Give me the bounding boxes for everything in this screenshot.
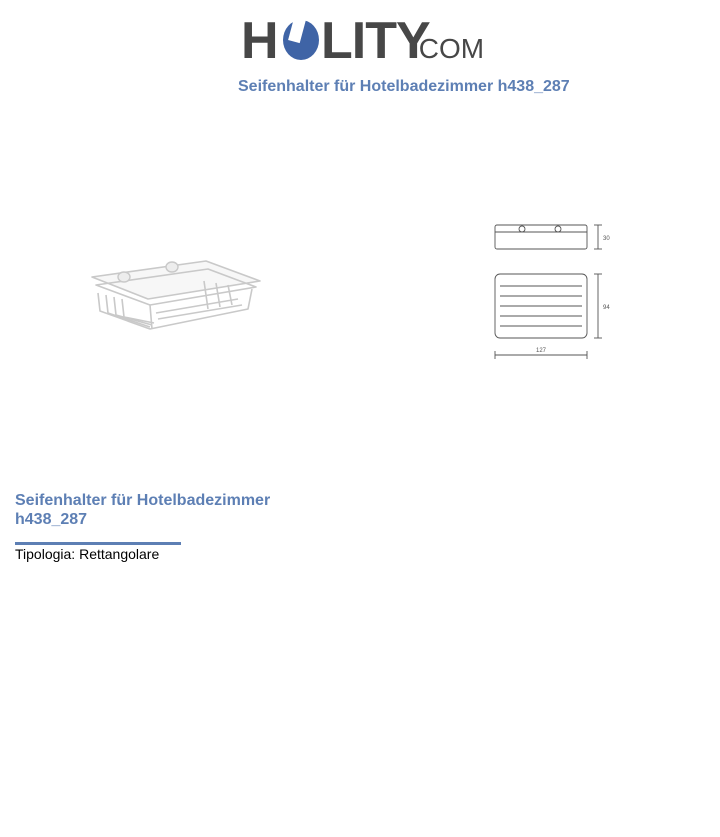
spec-value: Rettangolare (79, 546, 160, 562)
logo-letters-lity: LITY (321, 12, 430, 70)
product-photo[interactable] (88, 255, 264, 337)
brand-logo[interactable] (241, 12, 485, 70)
page-title: Seifenhalter für Hotelbadezimmer h438_287 (238, 78, 570, 95)
title-divider (15, 542, 181, 545)
logo-domain: .COM (411, 33, 485, 64)
logo-o-mark-icon (279, 14, 323, 66)
logo-letter-h: H (241, 12, 278, 70)
product-title: Seifenhalter für Hotelbadezimmer h438_287 (15, 492, 271, 528)
spec-typology (15, 546, 159, 562)
spec-label: Tipologia: (15, 546, 76, 562)
dimension-height-label: 30 (603, 236, 610, 242)
dimension-depth-label: 94 (603, 305, 610, 311)
dimension-width-label: 127 (536, 348, 547, 354)
technical-drawing[interactable] (490, 220, 608, 360)
